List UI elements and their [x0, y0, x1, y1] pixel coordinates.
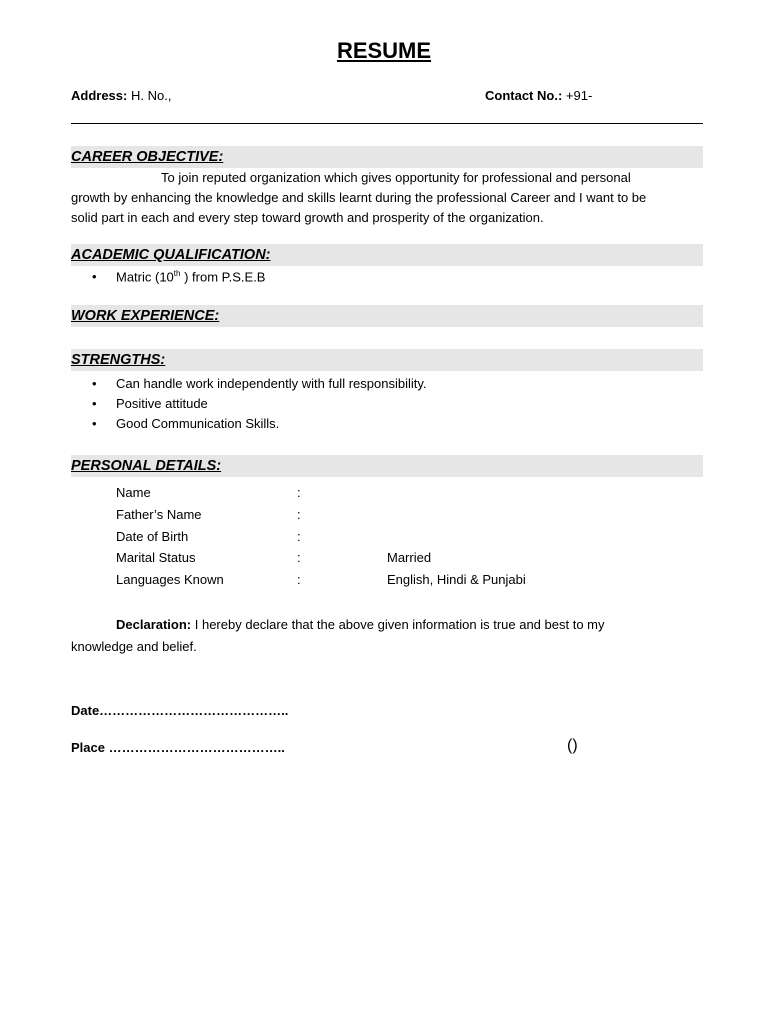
work-experience-heading-band [71, 305, 703, 327]
declaration-line [71, 614, 703, 636]
personal-value-languages: English, Hindi & Punjabi [387, 572, 526, 587]
personal-separator: : [297, 507, 301, 522]
declaration [71, 614, 703, 658]
personal-details-heading: PERSONAL DETAILS: [71, 458, 222, 474]
declaration-text: I hereby declare that the above given information is true and best to my [191, 617, 605, 632]
strengths-heading: STRENGTHS: [71, 352, 166, 368]
career-objective-heading-band [71, 146, 703, 168]
strength-item: Can handle work independently with full responsibility. [116, 376, 427, 391]
bullet-icon: • [92, 269, 97, 284]
personal-label-languages: Languages Known [116, 572, 224, 587]
signature-placeholder: () [567, 737, 578, 754]
bullet-icon: • [92, 416, 97, 431]
personal-label-dob: Date of Birth [116, 529, 189, 544]
personal-separator: : [297, 529, 301, 544]
personal-details-heading-band [71, 455, 703, 477]
bullet-icon: • [92, 376, 97, 391]
career-objective-text [71, 168, 703, 228]
place-field: Place ………………………………….. [71, 740, 285, 755]
academic-heading-band [71, 244, 703, 266]
bullet-icon: • [92, 396, 97, 411]
personal-separator: : [297, 485, 301, 500]
personal-label-fathers-name: Father’s Name [116, 507, 202, 522]
strength-item: Positive attitude [116, 396, 208, 411]
address-label: Address: [71, 88, 128, 103]
date-field: Date…………………………………….. [71, 703, 289, 718]
declaration-line: knowledge and belief. [71, 639, 197, 654]
page-title: RESUME [336, 38, 432, 63]
personal-label-marital-status: Marital Status [116, 550, 196, 565]
career-objective-line: To join reputed organization which gives opportunity for professional and personal [161, 170, 631, 185]
academic-heading: ACADEMIC QUALIFICATION: [71, 247, 271, 263]
contact-line [485, 88, 592, 103]
declaration-label: Declaration: [116, 617, 192, 632]
address-line [71, 88, 171, 103]
strengths-heading-band [71, 349, 703, 371]
strength-item: Good Communication Skills. [116, 416, 280, 431]
academic-item: Matric (10th ) from P.S.E.B [116, 269, 266, 285]
contact-label: Contact No.: [485, 88, 563, 103]
personal-separator: : [297, 572, 301, 587]
address-value: H. No., [130, 88, 172, 103]
contact-value: +91- [565, 88, 593, 103]
personal-value-marital-status: Married [387, 550, 432, 565]
career-objective-heading: CAREER OBJECTIVE: [71, 149, 224, 165]
header-divider [71, 123, 703, 124]
career-objective-line: growth by enhancing the knowledge and skills learnt during the professional Career and I want to be [71, 190, 647, 205]
career-objective-line: solid part in each and every step toward growth and prosperity of the organization. [71, 210, 544, 225]
work-experience-heading: WORK EXPERIENCE: [71, 308, 220, 324]
personal-separator: : [297, 550, 301, 565]
personal-label-name: Name [116, 485, 151, 500]
